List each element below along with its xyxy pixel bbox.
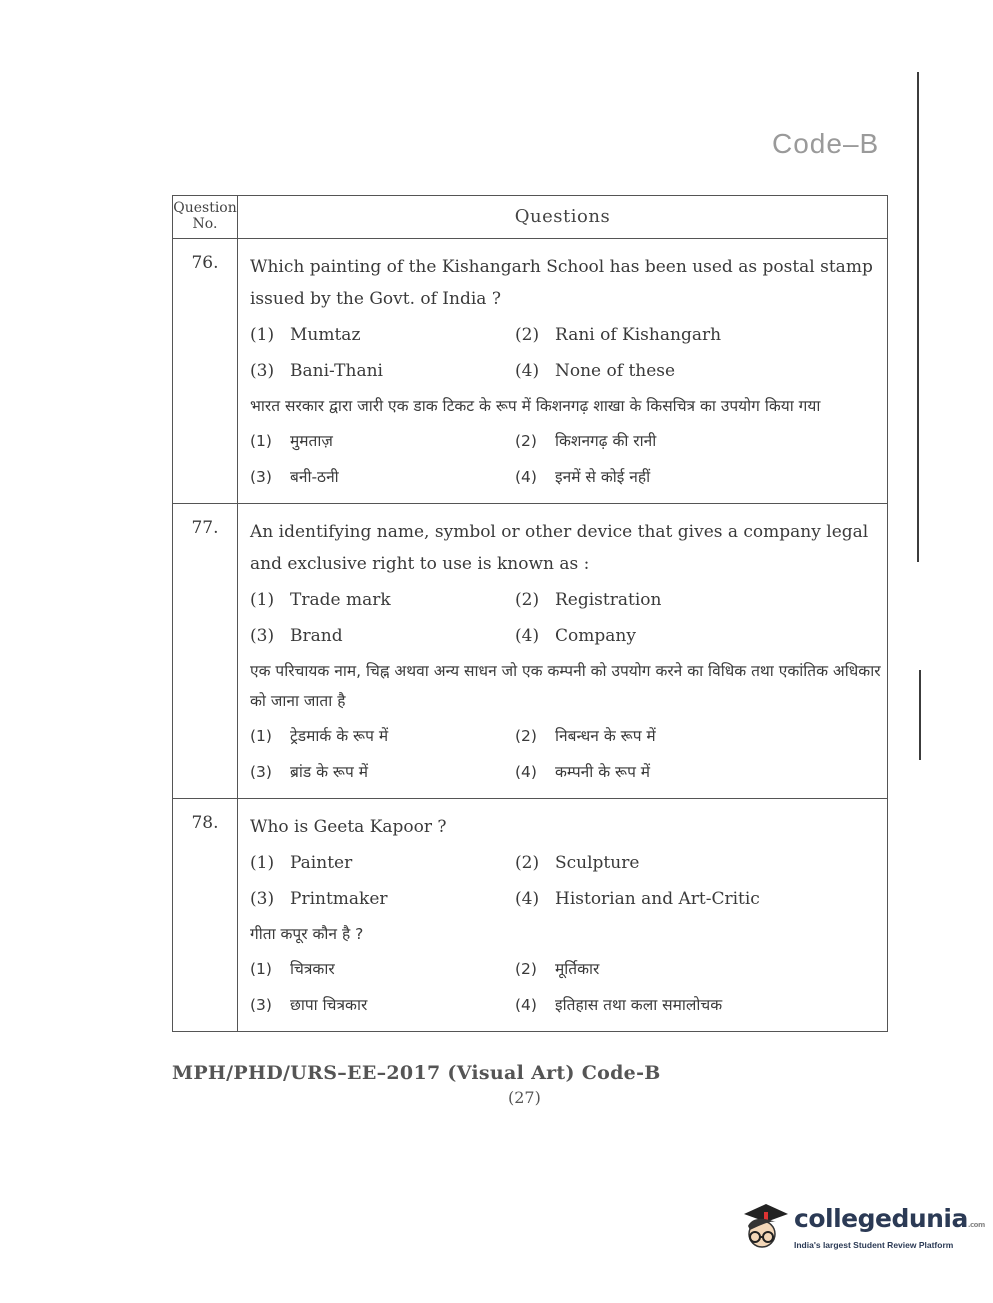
option-number: (3)	[250, 763, 272, 781]
option-text: Mumtaz	[290, 325, 361, 345]
question-content	[238, 799, 888, 1032]
hindi-option	[515, 758, 883, 786]
page-number: (27)	[508, 1088, 541, 1107]
questions-body	[173, 239, 888, 1032]
option-number: (4)	[515, 763, 537, 781]
margin-line	[919, 670, 921, 760]
option-number: (2)	[515, 432, 537, 450]
option-number: (2)	[515, 727, 537, 745]
hindi-option	[250, 991, 515, 1019]
option-text: चित्रकार	[290, 960, 335, 978]
english-options	[250, 586, 883, 650]
english-option	[515, 357, 883, 385]
option-number: (1)	[250, 727, 272, 745]
english-option	[250, 586, 515, 614]
option-number: (4)	[515, 468, 537, 486]
logo-name: collegedunia	[794, 1204, 968, 1233]
option-text: Company	[555, 626, 636, 646]
logo-tagline: India's largest Student Review Platform	[794, 1240, 954, 1250]
logo-wordmark	[794, 1204, 985, 1233]
margin-line	[917, 72, 919, 562]
option-number: (1)	[250, 432, 272, 450]
option-text: None of these	[555, 361, 676, 381]
option-text: कम्पनी के रूप में	[555, 763, 651, 781]
english-option	[250, 357, 515, 385]
paper-code: MPH/PHD/URS–EE–2017 (Visual Art) Code-B	[172, 1062, 661, 1084]
option-number: (2)	[515, 960, 537, 978]
question-stem-hindi: एक परिचायक नाम, चिह्न अथवा अन्य साधन जो एक कम्पनी को उपयोग करने का विधिक तथा एकांतिक अधिकार को जाना जाता है	[250, 662, 881, 710]
question-content	[238, 239, 888, 504]
option-number: (1)	[250, 960, 272, 978]
option-text: Bani-Thani	[290, 361, 383, 381]
option-number: (4)	[515, 361, 540, 381]
option-text: छापा चित्रकार	[290, 996, 368, 1014]
option-text: किशनगढ़ की रानी	[555, 432, 657, 450]
mascot-icon	[736, 1200, 792, 1256]
option-number: (2)	[515, 853, 540, 873]
question-stem-hindi: गीता कपूर कौन है ?	[250, 925, 364, 943]
option-text: इतिहास तथा कला समालोचक	[555, 996, 723, 1014]
option-text: ट्रेडमार्क के रूप में	[290, 727, 389, 745]
option-text: Painter	[290, 853, 353, 873]
collegedunia-logo	[736, 1200, 985, 1260]
english-options	[250, 849, 883, 913]
question-stem-english: Who is Geeta Kapoor ?	[250, 817, 447, 837]
hindi-options	[250, 427, 883, 491]
question-row	[173, 239, 888, 504]
option-number: (4)	[515, 996, 537, 1014]
option-number: (3)	[250, 996, 272, 1014]
english-option	[515, 622, 883, 650]
option-text: Sculpture	[555, 853, 640, 873]
english-option	[250, 321, 515, 349]
questions-table	[172, 195, 888, 1032]
option-text: Rani of Kishangarh	[555, 325, 722, 345]
option-number: (2)	[515, 325, 540, 345]
option-number: (4)	[515, 626, 540, 646]
question-number: 77.	[173, 504, 238, 799]
question-stem-hindi: भारत सरकार द्वारा जारी एक डाक टिकट के रूप में किशनगढ़ शाखा के किसचित्र का उपयोग किया गया	[250, 397, 821, 415]
option-number: (1)	[250, 325, 275, 345]
option-text: मुमताज़	[290, 432, 333, 450]
option-text: निबन्धन के रूप में	[555, 727, 656, 745]
english-option	[250, 849, 515, 877]
question-stem-english: An identifying name, symbol or other device that gives a company legal and exclusive right to use is known as :	[250, 522, 869, 574]
logo-suffix: .com	[967, 1221, 985, 1229]
option-text: इनमें से कोई नहीं	[555, 468, 651, 486]
option-text: Printmaker	[290, 889, 388, 909]
hindi-option	[250, 758, 515, 786]
question-number: 76.	[173, 239, 238, 504]
english-options	[250, 321, 883, 385]
option-number: (4)	[515, 889, 540, 909]
english-option	[250, 622, 515, 650]
english-option	[515, 849, 883, 877]
option-number: (3)	[250, 626, 275, 646]
hindi-option	[250, 722, 515, 750]
hindi-option	[250, 427, 515, 455]
english-option	[515, 321, 883, 349]
option-number: (3)	[250, 361, 275, 381]
option-number: (1)	[250, 853, 275, 873]
questions-header: Questions	[238, 196, 888, 239]
hindi-option	[515, 991, 883, 1019]
code-header: Code–B	[772, 128, 880, 159]
hindi-option	[250, 463, 515, 491]
option-text: बनी-ठनी	[290, 468, 339, 486]
question-no-header	[173, 196, 238, 239]
option-text: मूर्तिकार	[555, 960, 600, 978]
option-text: Historian and Art-Critic	[555, 889, 760, 909]
hindi-option	[515, 427, 883, 455]
hindi-option	[515, 955, 883, 983]
question-stem-english: Which painting of the Kishangarh School has been used as postal stamp issued by the Govt. of India ?	[250, 257, 873, 309]
question-row	[173, 799, 888, 1032]
option-text: Registration	[555, 590, 662, 610]
option-text: Trade mark	[290, 590, 391, 610]
hindi-option	[515, 722, 883, 750]
option-number: (3)	[250, 468, 272, 486]
hindi-options	[250, 722, 883, 786]
hindi-option	[250, 955, 515, 983]
question-row	[173, 504, 888, 799]
option-number: (1)	[250, 590, 275, 610]
option-number: (3)	[250, 889, 275, 909]
option-number: (2)	[515, 590, 540, 610]
option-text: Brand	[290, 626, 343, 646]
hindi-options	[250, 955, 883, 1019]
english-option	[515, 586, 883, 614]
english-option	[515, 885, 883, 913]
question-content	[238, 504, 888, 799]
question-no-header-line2: No.	[192, 216, 218, 232]
question-number: 78.	[173, 799, 238, 1032]
option-text: ब्रांड के रूप में	[290, 763, 368, 781]
english-option	[250, 885, 515, 913]
hindi-option	[515, 463, 883, 491]
question-no-header-line1: Question	[173, 200, 237, 216]
